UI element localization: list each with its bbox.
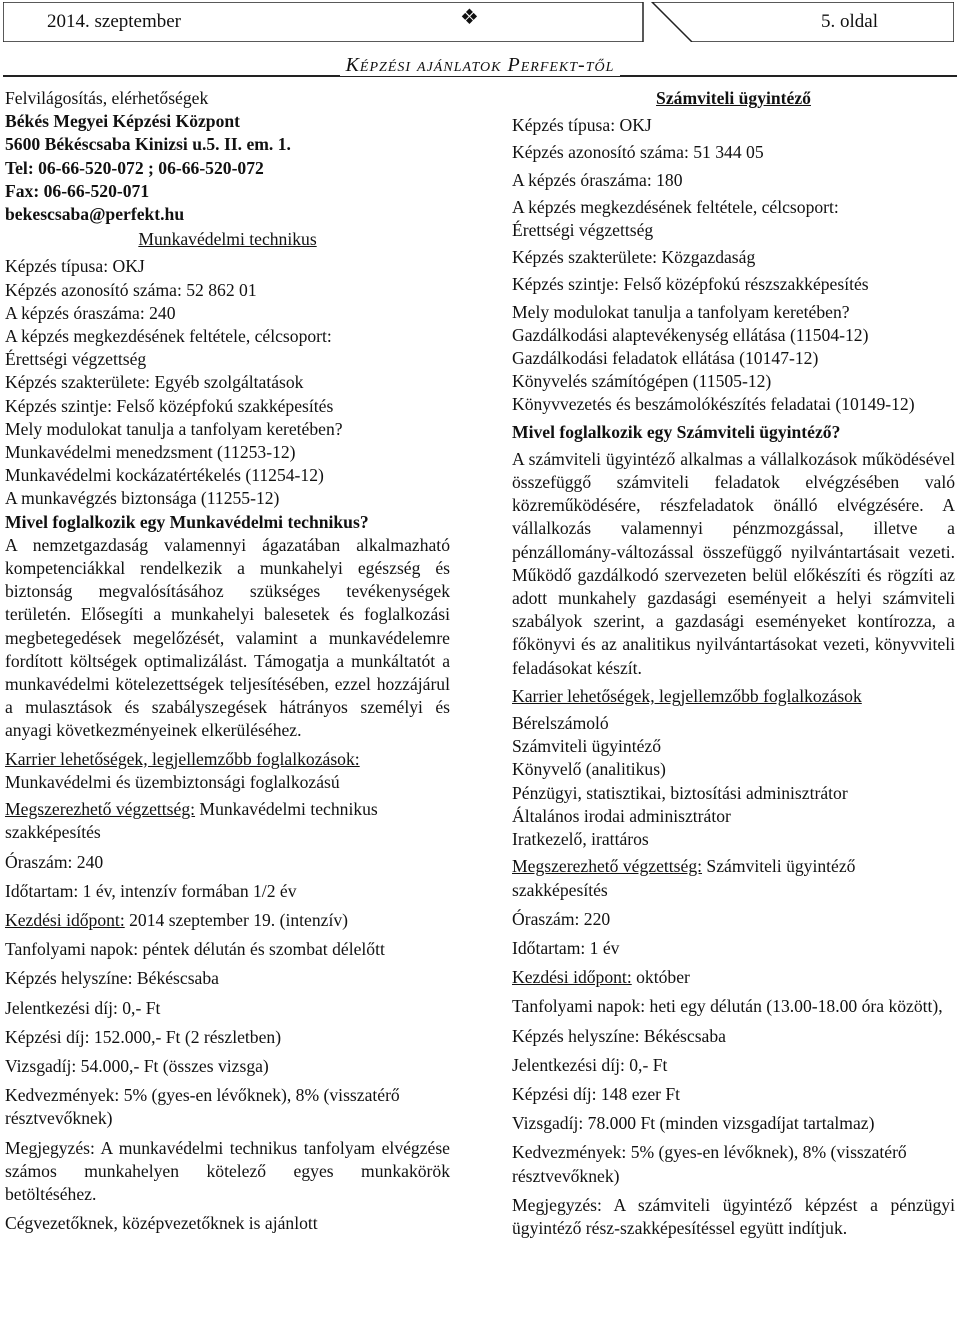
module-item: Gazdálkodási alaptevékenység ellátása (11504-12) — [512, 324, 869, 345]
certificate-label: Megszerezhető végzettség: — [512, 856, 703, 877]
page-header — [3, 2, 954, 42]
course-field: Képzés szakterülete: Egyéb szolgáltatások — [5, 372, 304, 393]
certificate-value: Számviteli ügyintéző szakképesítés — [512, 856, 856, 900]
course-prereq: A képzés megkezdésének feltétele, célcsoport: — [512, 196, 839, 217]
exam-fee: Vizsgadíj: 78.000 Ft (minden vizsgadíjat tartalmaz) — [512, 1113, 875, 1134]
contact-heading: Felvilágosítás, elérhetőségek — [5, 88, 209, 108]
career-item: Bérelszámoló — [512, 713, 609, 734]
course-hours: A képzés óraszáma: 180 — [512, 169, 683, 190]
start-value: 2014 szeptember 19. (intenzív) — [124, 909, 348, 930]
what-description: A számviteli ügyintéző alkalmas a vállalkozások működésével összefüggő számviteli feladatok elvégzésében való közreműködésére, részfeladatok önálló elvégzésére. A vállalkozás valamennyi pénzmozgással, illetve a pénzállomány-változással összefüggő nyilvántartásait vezeti. Működő gazdálkodó szervezeten belül előkészíti és rögzíti az adott munkahely gazdasági eseményeit a helyi számviteli szabályok szerint, a gazdasági eseményeket kontírozza, a főkönyvi és az analitikus nyilvántartásokat vezeti, könyvviteli feladásokat készít. — [512, 448, 955, 678]
certificate — [5, 798, 450, 844]
total-hours: Óraszám: 220 — [512, 908, 611, 929]
course-type: Képzés típusa: OKJ — [5, 256, 145, 277]
career-item: Általános irodai adminisztrátor — [512, 805, 731, 826]
career-item: Könyvelő (analitikus) — [512, 759, 666, 780]
course-type: Képzés típusa: OKJ — [512, 115, 652, 136]
course-fee: Képzési díj: 152.000,- Ft (2 részletben) — [5, 1026, 282, 1047]
duration: Időtartam: 1 év — [512, 937, 620, 958]
course-hours: A képzés óraszáma: 240 — [5, 302, 176, 323]
course-prereq: A képzés megkezdésének feltétele, célcsoport: — [5, 326, 332, 347]
course-note: Megjegyzés: A munkavédelmi technikus tanfolyam elvégzése számos munkahelyen kötelező egyes munkakörök betöltéséhez. — [5, 1137, 450, 1204]
contact-email[interactable]: bekescsaba@perfekt.hu — [5, 204, 185, 225]
module-item: Könyvelés számítógépen (11505-12) — [512, 371, 772, 392]
banner-title: Képzési ajánlatok Perfekt-től — [340, 54, 621, 76]
start-label: Kezdési időpont: — [512, 967, 632, 988]
contact-org: Békés Megyei Képzési Központ — [5, 111, 241, 132]
registration-fee: Jelentkezési díj: 0,- Ft — [512, 1054, 668, 1075]
career-value: Munkavédelmi és üzembiztonsági foglalkozású — [5, 771, 340, 792]
total-hours: Óraszám: 240 — [5, 851, 104, 872]
contact-fax: Fax: 06-66-520-071 — [5, 180, 150, 201]
certificate-label: Megszerezhető végzettség: — [5, 799, 196, 820]
module-item: Gazdálkodási feladatok ellátása (10147-12) — [512, 348, 819, 369]
page-number: 5. oldal — [821, 11, 878, 32]
duration: Időtartam: 1 év, intenzív formában 1/2 év — [5, 880, 297, 901]
certificate-value: Munkavédelmi technikus szakképesítés — [5, 799, 378, 843]
course-place: Képzés helyszíne: Békéscsaba — [512, 1025, 726, 1046]
course-note: Megjegyzés: A számviteli ügyintéző képzést a pénzügyi ügyintéző rész-szakképesítéssel együtt indítjuk. — [512, 1194, 955, 1238]
course-level: Képzés szintje: Felső középfokú részszakképesítés — [512, 274, 869, 295]
course-level: Képzés szintje: Felső középfokú szakképesítés — [5, 395, 334, 416]
issue-date: 2014. szeptember — [47, 11, 182, 32]
course-place: Képzés helyszíne: Békéscsaba — [5, 968, 219, 989]
contact-tel: Tel: 06-66-520-072 ; 06-66-520-072 — [5, 157, 264, 178]
module-item: Munkavédelmi menedzsment (11253-12) — [5, 442, 296, 463]
contact-address: 5600 Békéscsaba Kinizsi u.5. II. em. 1. — [5, 134, 291, 155]
exam-fee: Vizsgadíj: 54.000,- Ft (összes vizsga) — [5, 1055, 269, 1076]
course-fee: Képzési díj: 148 ezer Ft — [512, 1083, 681, 1104]
career-item: Pénzügyi, statisztikai, biztosítási adminisztrátor — [512, 782, 848, 803]
start-date — [5, 909, 450, 932]
module-item: Munkavédelmi kockázatértékelés (11254-12) — [5, 465, 324, 486]
what-question: Mivel foglalkozik egy Munkavédelmi technikus? — [5, 511, 369, 532]
start-value: október — [631, 967, 690, 988]
course-field: Képzés szakterülete: Közgazdaság — [512, 247, 756, 268]
module-item: Könyvvezetés és beszámolókészítés feladatai (10149-12) — [512, 394, 915, 415]
modules-question: Mely modulokat tanulja a tanfolyam keretében? — [512, 301, 850, 322]
course-id: Képzés azonosító száma: 51 344 05 — [512, 142, 764, 163]
course-title: Munkavédelmi technikus — [138, 229, 317, 250]
course-days: Tanfolyami napok: heti egy délután (13.00-18.00 óra között), — [512, 996, 943, 1017]
course-prereq-value: Érettségi végzettség — [512, 220, 654, 241]
career-label: Karrier lehetőségek, legjellemzőbb foglalkozások: — [5, 748, 360, 769]
what-question: Mivel foglalkozik egy Számviteli ügyintéző? — [512, 421, 841, 442]
certificate — [512, 855, 955, 901]
course-prereq-value: Érettségi végzettség — [5, 349, 147, 370]
left-column — [5, 87, 450, 1235]
section-banner — [0, 56, 960, 78]
course-id: Képzés azonosító száma: 52 862 01 — [5, 279, 257, 300]
discounts: Kedvezmények: 5% (gyes-en lévőknek), 8% (visszatérő résztvevőknek) — [5, 1085, 400, 1129]
modules-question: Mely modulokat tanulja a tanfolyam keretében? — [5, 418, 343, 439]
what-description: A nemzetgazdaság valamennyi ágazatában alkalmazható kompetenciákkal rendelkezik a munkahelyi egészség és biztonság megvalósításához szükséges tevékenységek területén. Elősegíti a munkahelyi balesetek és foglalkozási megbetegedések megelőzését, valamint a munkavédelemre fordított költségek optimalizálást. Támogatja a munkáltatót a munkavédelmi kötelezettségek teljesítésében, ezzel hozzájárul a mulasztások és szabályszegések hátrányos személyi és anyagi következményeinek elkerüléséhez. — [5, 534, 450, 741]
discounts: Kedvezmények: 5% (gyes-en lévőknek), 8% (visszatérő résztvevőknek) — [512, 1142, 907, 1186]
start-label: Kezdési időpont: — [5, 909, 125, 930]
registration-fee: Jelentkezési díj: 0,- Ft — [5, 997, 161, 1018]
recommendation: Cégvezetőknek, középvezetőknek is ajánlott — [5, 1213, 318, 1234]
course-title: Számviteli ügyintéző — [656, 88, 811, 108]
course-days: Tanfolyami napok: péntek délután és szombat délelőtt — [5, 939, 385, 960]
career-item: Számviteli ügyintéző — [512, 736, 662, 757]
career-item: Iratkezelő, irattáros — [512, 829, 649, 850]
start-date — [512, 966, 955, 989]
career-label: Karrier lehetőségek, legjellemzőbb foglalkozások — [512, 685, 862, 706]
ornament-icon: ❖ — [460, 5, 479, 29]
module-item: A munkavégzés biztonsága (11255-12) — [5, 488, 280, 509]
right-column — [512, 87, 955, 1240]
